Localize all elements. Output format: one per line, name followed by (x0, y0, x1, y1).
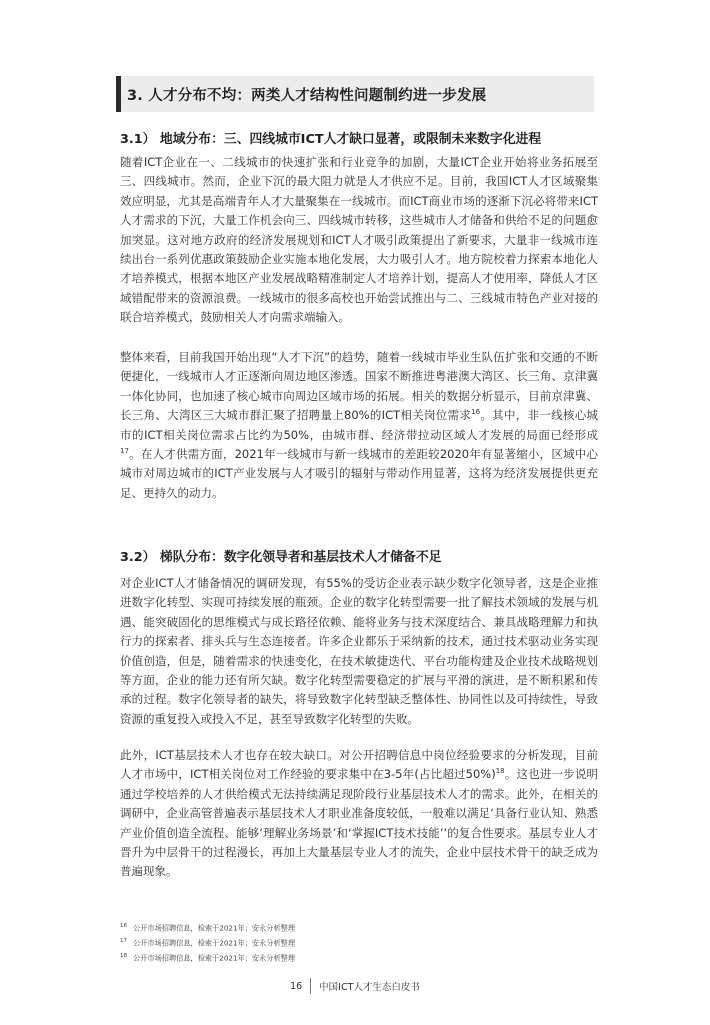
footnote-ref: 16 (471, 408, 481, 417)
section-title-band (116, 76, 594, 112)
document-title: 中国ICT人才生态白皮书 (319, 982, 420, 993)
footnote-ref: 18 (495, 767, 505, 776)
page-footer (0, 978, 710, 994)
paragraph: 此外，ICT基层技术人才也存在较大缺口。对公开招聘信息中岗位经验要求的分析发现，目前人才市场中，ICT相关岗位对工作经验的要求集中在3-5年(占比超过50%)$^{18}$。这也进一步说明通过学校培养的人才供给模式无法持续满足现阶段行业基层技术人才的需求。此外，在相关的调研中，企业高管普遍表示基层技术人才职业准备度较低，一般难以满足‘具备行业认知、熟悉产业价值创造全流程、能够‘理解业务场景’和‘掌握ICT技术技能’’的复合性要求。基层专业人才晋升为中层骨干的过程漫长，再加上大量基层专业人才的流失，企业中层技术骨干的缺乏成为普遍现象。 (120, 748, 599, 879)
section-title: 3. 人才分布不均：两类人才结构性问题制约进一步发展 (127, 87, 487, 104)
footnote: $^{18}$ 公开市场招聘信息，检索于2021年；安永分析整理 (120, 952, 296, 963)
footnotes (120, 920, 295, 965)
footer-divider (310, 978, 311, 994)
footnote-ref: 17 (120, 447, 129, 456)
footnote: $^{16}$ 公开市场招聘信息，检索于2021年；安永分析整理 (120, 923, 296, 933)
paragraph: 随着ICT企业在一、二线城市的快速扩张和行业竞争的加剧，大量ICT企业开始将业务拓展至三、四线城市。然而，企业下沉的最大阻力就是人才供应不足。目前，我国ICT人才区域聚集效应明显，尤其是高端青年人才大量聚集在一线城市。而ICT商业市场的逐渐下沉必将带来ICT人才需求的下沉，大量工作机会向三、四线城市转移，这些城市人才储备和供给不足的问题愈加突显。这对地方政府的经济发展规划和ICT人才吸引政策提出了新要求，大量非一线城市连续出台一系列优惠政策鼓励企业实施本地化发展，大力吸引人才。地方院校着力探索本地化人才培养模式，根据本地区产业发展战略精准制定人才培养计划，提高人才使用率，降低人才区域错配带来的资源浪费。一线城市的很多高校也开始尝试推出与二、三线城市特色产业对接的联合培养模式，鼓励相关人才向需求端输入。 (120, 155, 598, 325)
subsection-title-regional: 3.1） 地域分布：三、四线城市ICT人才缺口显著，或限制未来数字化进程 (120, 132, 542, 147)
paragraph: 整体来看，目前我国开始出现“人才下沉”的趋势，随着一线城市毕业生队伍扩张和交通的不断便捷化，一线城市人才正逐渐向周边地区渗透。国家不断推进粤港澳大湾区、长三角、京津冀一体化协同，也加速了核心城市向周边区域市场的拓展。相关的数据分析显示，目前京津冀、长三角、大湾区三大城市群汇聚了招聘量上80%的ICT相关岗位需求$^{16}$。其中，非一线核心城市的ICT相关岗位需求占比约为50%，由城市群、经济带拉动区域人才发展的局面已经形成$^{17}$。在人才供需方面，2021年一线城市与新一线城市的差距较2020年有显著缩小，区域中心城市对周边城市的ICT产业发展与人才吸引的辐射与带动作用显著，这将为经济发展提供更充足、更持久的动力。 (120, 350, 598, 500)
footnote: $^{17}$ 公开市场招聘信息，检索于2021年；安永分析整理 (120, 937, 296, 948)
page-number: 16 (290, 980, 303, 992)
subsection-title-tier: 3.2） 梯队分布：数字化领导者和基层技术人才储备不足 (120, 550, 442, 565)
paragraph: 对企业ICT人才储备情况的调研发现，有55%的受访企业表示缺少数字化领导者，这是企业推进数字化转型、实现可持续发展的瓶颈。企业的数字化转型需要一批了解技术领域的发展与机遇、能突破固化的思维模式与成长路径依赖、能将业务与技术深度结合、兼具战略理解力和执行力的探索者、排头兵与生态连接者。许多企业都乐于采纳新的技术，通过技术驱动业务实现价值创造，但是，随着需求的快速变化，在技术敏捷迭代、平台功能构建及企业技术战略规划等方面，企业的能力还有所欠缺。数字化转型需要稳定的扩展与平滑的演进，是不断积累和传承的过程。数字化领导者的缺失，将导致数字化转型缺乏整体性、协同性以及可持续性，导致资源的重复投入或投入不足，甚至导致数字化转型的失败。 (120, 576, 598, 726)
